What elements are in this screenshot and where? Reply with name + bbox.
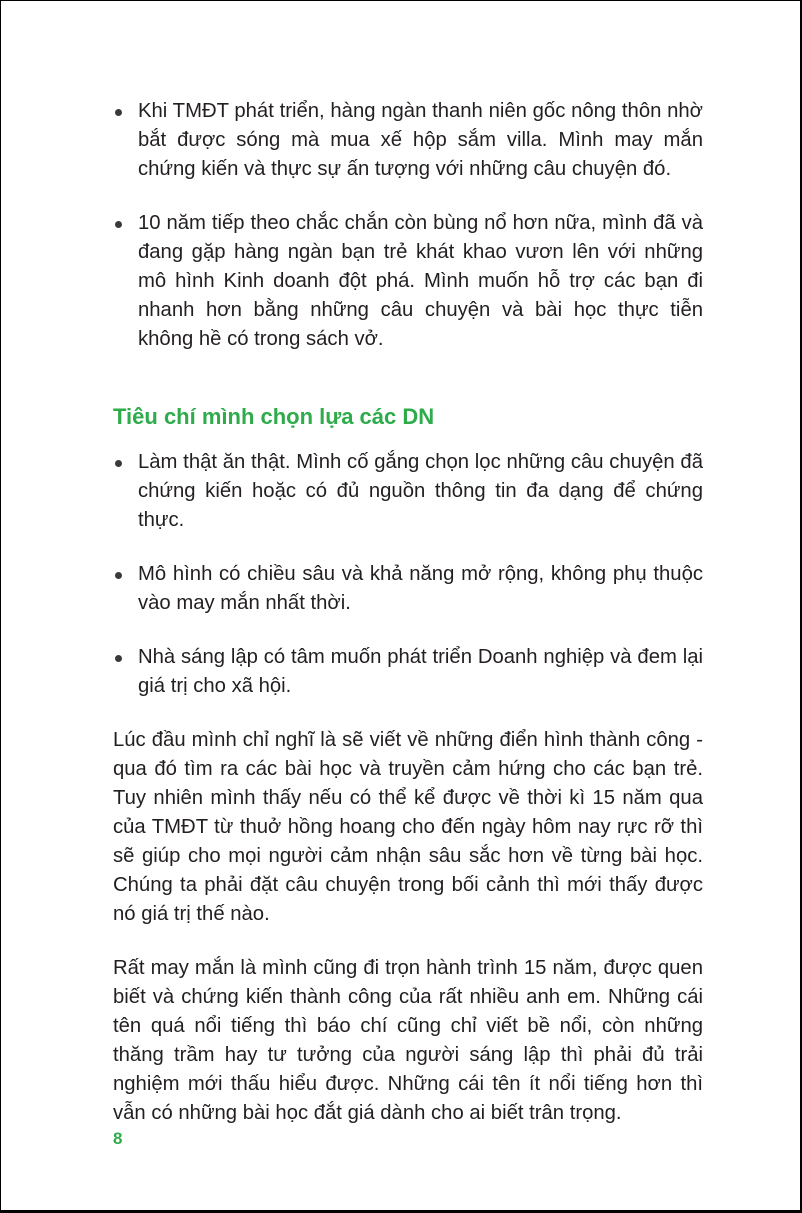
bullet-icon	[115, 655, 122, 662]
bullet-text: Làm thật ăn thật. Mình cố gắng chọn lọc những câu chuyện đã chứng kiến hoặc có đủ nguồn thông tin đa dạng để chứng thực.	[138, 451, 703, 531]
page-content	[113, 97, 703, 1128]
bullet-icon	[115, 572, 122, 579]
list-item	[113, 209, 703, 354]
bullet-text: Mô hình có chiều sâu và khả năng mở rộng, không phụ thuộc vào may mắn nhất thời.	[138, 563, 703, 614]
bullet-icon	[115, 221, 122, 228]
body-paragraph: Lúc đầu mình chỉ nghĩ là sẽ viết về những điển hình thành công - qua đó tìm ra các bài học và truyền cảm hứng cho các bạn trẻ. Tuy nhiên mình thấy nếu có thể kể được về thời kì 15 năm qua của TMĐT từ thuở hồng hoang cho đến ngày hôm nay rực rỡ thì sẽ giúp cho mọi người cảm nhận sâu sắc hơn về từng bài học. Chúng ta phải đặt câu chuyện trong bối cảnh thì mới thấy được nó giá trị thế nào.	[113, 729, 703, 925]
criteria-bullet-list	[113, 448, 703, 701]
list-item	[113, 448, 703, 535]
bullet-text: 10 năm tiếp theo chắc chắn còn bùng nổ hơn nữa, mình đã và đang gặp hàng ngàn bạn trẻ khát khao vươn lên với những mô hình Kinh doanh đột phá. Mình muốn hỗ trợ các bạn đi nhanh hơn bằng những câu chuyện và bài học thực tiễn không hề có trong sách vở.	[138, 212, 703, 350]
list-item	[113, 643, 703, 701]
body-paragraph: Rất may mắn là mình cũng đi trọn hành trình 15 năm, được quen biết và chứng kiến thành công của rất nhiều anh em. Những cái tên quá nổi tiếng thì báo chí cũng chỉ viết bề nổi, còn những thăng trầm hay tư tưởng của người sáng lập thì phải đủ trải nghiệm mới thấu hiểu được. Những cái tên ít nổi tiếng hơn thì vẫn có những bài học đắt giá dành cho ai biết trân trọng.	[113, 957, 703, 1124]
bullet-text: Nhà sáng lập có tâm muốn phát triển Doanh nghiệp và đem lại giá trị cho xã hội.	[138, 646, 703, 697]
bullet-icon	[115, 109, 122, 116]
page-number: 8	[113, 1129, 123, 1148]
list-item	[113, 560, 703, 618]
bullet-icon	[115, 460, 122, 467]
section-heading: Tiêu chí mình chọn lựa các DN	[113, 404, 435, 429]
bullet-text: Khi TMĐT phát triển, hàng ngàn thanh niên gốc nông thôn nhờ bắt được sóng mà mua xế hộp sắm villa. Mình may mắn chứng kiến và thực sự ấn tượng với những câu chuyện đó.	[138, 100, 703, 180]
list-item	[113, 97, 703, 184]
intro-bullet-list	[113, 97, 703, 354]
